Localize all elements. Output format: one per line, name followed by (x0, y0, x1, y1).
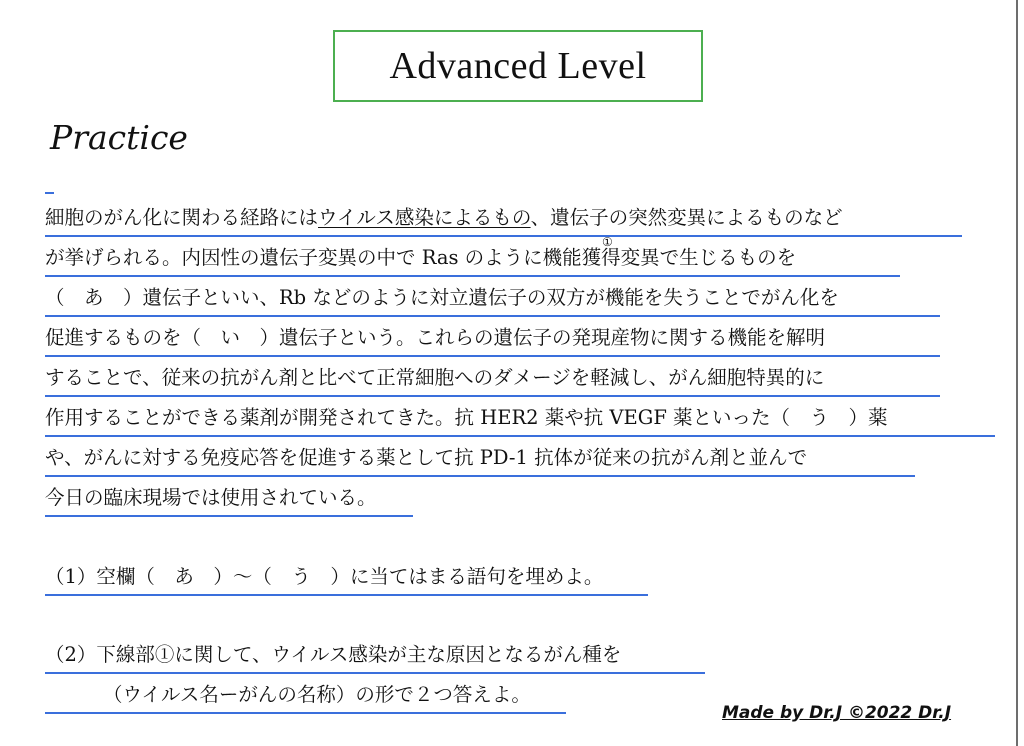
passage-line-7: や、がんに対する免疫応答を促進する薬として抗 PD-1 抗体が従来の抗がん剤と並んで (45, 443, 915, 477)
question-2-continuation: （ウイルス名ーがんの名称）の形で２つ答えよ。 (45, 680, 566, 714)
passage-line-5: することで、従来の抗がん剤と比べて正常細胞へのダメージを軽減し、がん細胞特異的に (45, 363, 940, 397)
underline-marker: ① (602, 235, 613, 249)
passage-line-3: （ あ ）遺伝子といい、Rb などのように対立遺伝子の双方が機能を失うことでがん化を (45, 283, 940, 317)
question-2: （2）下線部①に関して、ウイルス感染が主な原因となるがん種を (45, 640, 705, 674)
passage-text: 機能獲得変異で生じるものを (542, 246, 797, 269)
question-1: （1）空欄（ あ ）〜（ う ）に当てはまる語句を埋めよ。 (45, 562, 648, 596)
underlined-phrase-1: ウイルス感染によるもの (318, 206, 531, 229)
title-box (333, 30, 703, 102)
passage-line-4: 促進するものを（ い ）遺伝子という。これらの遺伝子の発現産物に関する機能を解明 (45, 323, 940, 357)
passage-line-6: 作用することができる薬剤が開発されてきた。抗 HER2 薬や抗 VEGF 薬といった（ う ）薬 (45, 403, 995, 437)
short-rule (45, 192, 54, 194)
author-credit: Made by Dr.J ©2022 Dr.J (722, 703, 952, 723)
passage-text: 、遺伝子の突然変異によるものなど (530, 206, 843, 229)
page-edge-rule (1016, 0, 1018, 746)
page-title: Advanced Level (389, 45, 647, 87)
passage-line-2 (45, 243, 900, 277)
passage-line-1 (45, 203, 962, 237)
passage-text: 細胞のがん化に関わる経路には (45, 206, 319, 229)
passage-text: が挙げられる。内因性の遺伝子変異の中で Ras のように (45, 246, 543, 269)
passage-line-8: 今日の臨床現場では使用されている。 (45, 483, 413, 517)
section-heading: Practice (50, 118, 188, 157)
